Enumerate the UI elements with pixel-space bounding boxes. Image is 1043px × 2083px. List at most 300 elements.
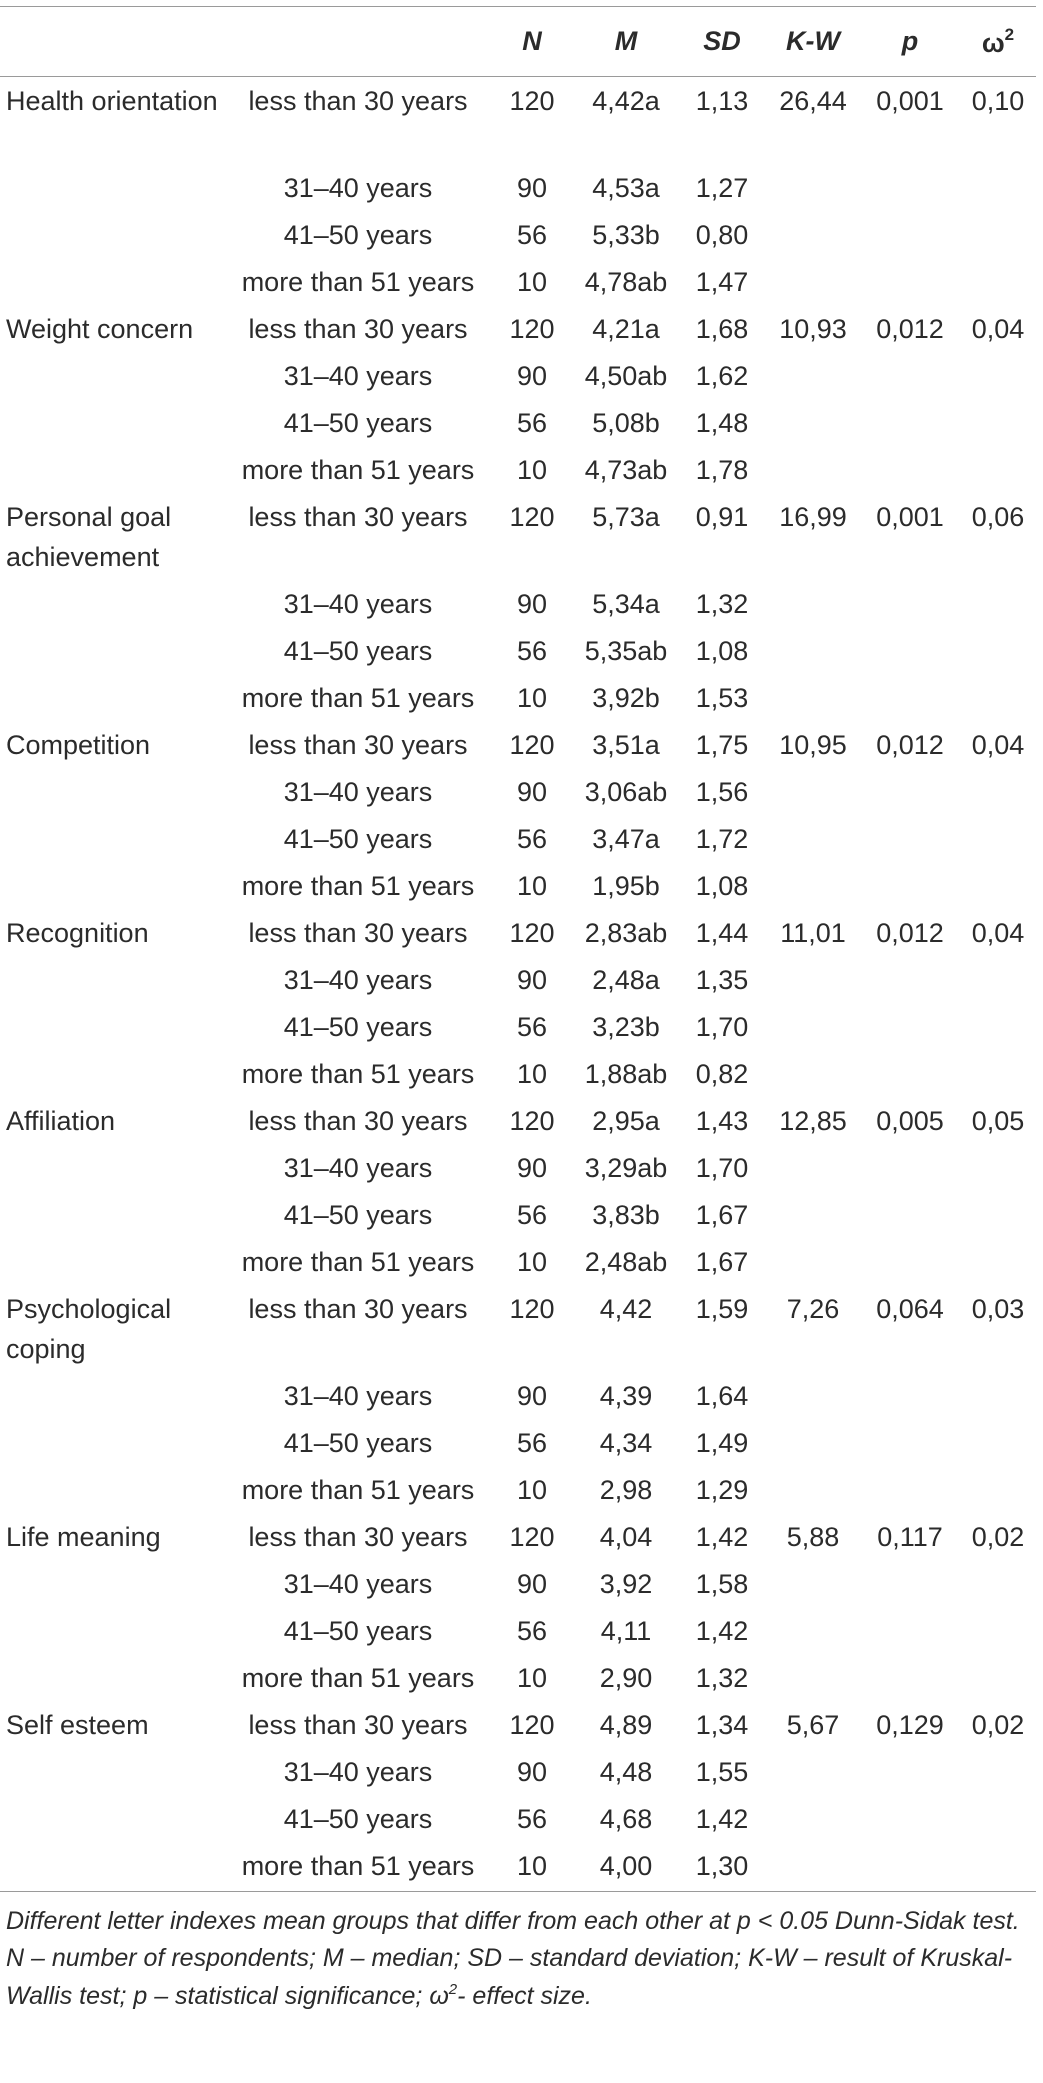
header-omega-symbol: ω <box>981 27 1005 58</box>
kw-cell <box>766 352 860 399</box>
median-cell: 3,92b <box>592 682 660 713</box>
header-sd: SD <box>678 7 766 77</box>
table-row <box>0 1560 1036 1607</box>
header-kw: K-W <box>766 7 860 77</box>
age-group-cell: more than 51 years <box>241 682 475 713</box>
table-row <box>0 1748 1036 1795</box>
header-variable <box>0 7 226 77</box>
median-cell: 4,00 <box>574 1842 678 1892</box>
sd-cell: 1,42 <box>695 1521 749 1552</box>
p-cell <box>860 1003 960 1050</box>
variable-cell <box>0 352 226 399</box>
variable-cell <box>0 1654 226 1701</box>
variable-cell: Weight concern <box>6 313 194 344</box>
p-cell <box>860 1560 960 1607</box>
age-group-cell: less than 30 years <box>248 86 468 116</box>
omega-cell <box>960 211 1036 258</box>
table-notes <box>0 1892 1036 2012</box>
age-group-cell: less than 30 years <box>248 729 468 760</box>
variable-cell <box>0 956 226 1003</box>
omega-cell: 0,05 <box>971 1105 1025 1136</box>
n-cell: 56 <box>516 1011 548 1042</box>
median-cell: 4,21a <box>592 313 660 344</box>
p-cell <box>860 446 960 493</box>
n-cell: 90 <box>516 360 548 391</box>
kw-cell <box>766 1050 860 1097</box>
table-row <box>0 352 1036 399</box>
table-row <box>0 1607 1036 1654</box>
variable-cell: Life meaning <box>6 1521 161 1552</box>
sd-cell: 1,29 <box>695 1474 749 1505</box>
sd-cell: 1,67 <box>695 1246 749 1277</box>
omega-cell <box>960 258 1036 305</box>
variable-cell: Psychological coping <box>6 1293 172 1364</box>
sd-cell: 1,08 <box>695 870 749 901</box>
table-row <box>0 815 1036 862</box>
p-cell <box>860 1842 960 1892</box>
sd-cell: 1,70 <box>695 1011 749 1042</box>
age-group-cell: 41–50 years <box>283 1011 433 1042</box>
header-omega <box>960 7 1036 77</box>
table-row <box>0 446 1036 493</box>
median-cell: 2,95a <box>592 1105 660 1136</box>
table-row <box>0 1050 1036 1097</box>
kw-cell <box>766 1607 860 1654</box>
age-group-cell: 31–40 years <box>283 172 433 203</box>
variable-cell <box>0 1466 226 1513</box>
header-m: M <box>574 7 678 77</box>
note-abbrev-text: N – number of respondents; M – median; SD – standard deviation; K-W – result of Kruskal-Wallis test; p – statistical significance; ω <box>6 1944 1013 2010</box>
kw-cell <box>766 1466 860 1513</box>
p-cell <box>860 164 960 211</box>
median-cell: 3,23b <box>592 1011 660 1042</box>
age-group-cell: 31–40 years <box>283 964 433 995</box>
omega-cell <box>960 862 1036 909</box>
variable-cell: Health orientation <box>6 86 218 116</box>
age-group-cell: 31–40 years <box>283 360 433 391</box>
table-row <box>0 1003 1036 1050</box>
variable-cell <box>0 1372 226 1419</box>
table-row <box>0 909 1036 956</box>
variable-cell <box>0 211 226 258</box>
sd-cell: 1,70 <box>695 1152 749 1183</box>
median-cell: 1,88ab <box>584 1058 668 1089</box>
omega-cell <box>960 1560 1036 1607</box>
median-cell: 3,29ab <box>584 1152 668 1183</box>
table-row <box>0 77 1036 164</box>
n-cell: 120 <box>509 86 555 116</box>
age-group-cell: 41–50 years <box>283 1427 433 1458</box>
n-cell: 56 <box>516 823 548 854</box>
table-row <box>0 258 1036 305</box>
kw-cell <box>766 1144 860 1191</box>
p-cell <box>860 1795 960 1842</box>
kw-cell <box>766 1419 860 1466</box>
n-cell: 10 <box>516 682 548 713</box>
omega-cell: 0,02 <box>971 1709 1025 1740</box>
variable-cell <box>0 627 226 674</box>
n-cell: 120 <box>509 729 555 760</box>
sd-cell: 1,35 <box>695 964 749 995</box>
median-cell: 5,73a <box>592 501 660 532</box>
note-abbrev-tail: - effect size. <box>457 1982 592 2010</box>
n-cell: 56 <box>516 1199 548 1230</box>
omega-cell: 0,04 <box>971 917 1025 948</box>
n-cell: 56 <box>516 219 548 250</box>
age-group-cell: less than 30 years <box>248 1709 468 1740</box>
median-cell: 5,08b <box>592 407 660 438</box>
median-cell: 3,47a <box>592 823 660 854</box>
sd-cell: 1,44 <box>695 917 749 948</box>
sd-cell: 1,75 <box>695 729 749 760</box>
kw-cell <box>766 1795 860 1842</box>
n-cell: 120 <box>509 917 555 948</box>
n-cell: 120 <box>509 1709 555 1740</box>
omega-cell: 0,10 <box>971 86 1025 116</box>
omega-cell <box>960 1607 1036 1654</box>
sd-cell: 1,34 <box>695 1709 749 1740</box>
n-cell: 90 <box>516 1568 548 1599</box>
table-header <box>0 7 1036 77</box>
omega-cell: 0,04 <box>971 313 1025 344</box>
header-p: p <box>860 7 960 77</box>
variable-cell <box>0 1238 226 1285</box>
variable-cell <box>0 164 226 211</box>
table-row <box>0 580 1036 627</box>
n-cell: 120 <box>509 501 555 532</box>
median-cell: 4,39 <box>599 1380 653 1411</box>
variable-cell <box>0 862 226 909</box>
omega-cell <box>960 1003 1036 1050</box>
n-cell: 90 <box>516 776 548 807</box>
table-row <box>0 305 1036 352</box>
variable-cell <box>0 1842 226 1892</box>
sd-cell: 1,68 <box>695 313 749 344</box>
omega-cell <box>960 1419 1036 1466</box>
n-cell: 90 <box>516 1756 548 1787</box>
table-row <box>0 956 1036 1003</box>
variable-cell: Recognition <box>6 917 149 948</box>
omega-cell: 0,06 <box>971 501 1025 532</box>
table-row <box>0 1701 1036 1748</box>
p-cell <box>860 1238 960 1285</box>
variable-cell: Personal goal achievement <box>6 501 172 572</box>
kw-cell <box>766 446 860 493</box>
sd-cell: 1,64 <box>695 1380 749 1411</box>
sd-cell: 1,58 <box>695 1568 749 1599</box>
table-container <box>0 6 1036 2018</box>
sd-cell: 0,82 <box>695 1058 749 1089</box>
p-cell <box>860 1466 960 1513</box>
kw-cell <box>766 258 860 305</box>
n-cell: 56 <box>516 407 548 438</box>
table-row <box>0 1513 1036 1560</box>
p-cell <box>860 1372 960 1419</box>
p-cell: 0,001 <box>876 86 944 116</box>
p-cell <box>860 399 960 446</box>
variable-cell <box>0 1748 226 1795</box>
p-cell <box>860 627 960 674</box>
sd-cell: 1,08 <box>695 635 749 666</box>
kw-cell: 16,99 <box>779 501 847 532</box>
n-cell: 10 <box>490 1842 574 1892</box>
variable-cell <box>0 258 226 305</box>
header-age-group <box>226 7 490 77</box>
omega-cell <box>960 768 1036 815</box>
kw-cell <box>766 164 860 211</box>
median-cell: 2,98 <box>599 1474 653 1505</box>
n-cell: 10 <box>516 1474 548 1505</box>
n-cell: 120 <box>509 313 555 344</box>
table-row <box>0 1285 1036 1372</box>
table-row <box>0 1842 1036 1892</box>
age-group-cell: 41–50 years <box>283 635 433 666</box>
kw-cell <box>766 399 860 446</box>
age-group-cell: more than 51 years <box>241 1662 475 1693</box>
n-cell: 120 <box>509 1293 555 1324</box>
kw-cell: 11,01 <box>780 917 846 948</box>
table-row <box>0 1097 1036 1144</box>
p-cell <box>860 1419 960 1466</box>
age-group-cell: more than 51 years <box>241 870 475 901</box>
variable-cell <box>0 1795 226 1842</box>
sd-cell: 1,30 <box>678 1842 766 1892</box>
age-group-cell: 41–50 years <box>283 407 433 438</box>
table-row <box>0 1654 1036 1701</box>
n-cell: 90 <box>516 588 548 619</box>
age-group-cell: less than 30 years <box>248 917 468 948</box>
results-table <box>0 6 1036 1892</box>
n-cell: 120 <box>509 1105 555 1136</box>
p-cell <box>860 1050 960 1097</box>
kw-cell <box>766 1748 860 1795</box>
variable-cell <box>0 1419 226 1466</box>
sd-cell: 1,59 <box>695 1293 749 1324</box>
sd-cell: 1,62 <box>695 360 749 391</box>
median-cell: 4,42 <box>599 1293 653 1324</box>
kw-cell: 7,26 <box>786 1293 840 1324</box>
sd-cell: 1,48 <box>695 407 749 438</box>
kw-cell: 5,67 <box>786 1709 840 1740</box>
variable-cell: Self esteem <box>6 1709 149 1740</box>
p-cell <box>860 211 960 258</box>
kw-cell <box>766 1372 860 1419</box>
variable-cell <box>0 1191 226 1238</box>
sd-cell: 1,49 <box>695 1427 749 1458</box>
age-group-cell: more than 51 years <box>241 266 475 297</box>
p-cell <box>860 1607 960 1654</box>
n-cell: 10 <box>516 1058 548 1089</box>
median-cell: 2,48ab <box>584 1246 668 1277</box>
omega-cell <box>960 580 1036 627</box>
table-row <box>0 862 1036 909</box>
p-cell <box>860 862 960 909</box>
p-cell <box>860 1654 960 1701</box>
age-group-cell: more than 51 years <box>241 454 475 485</box>
omega-cell <box>960 627 1036 674</box>
sd-cell: 1,53 <box>695 682 749 713</box>
p-cell <box>860 1748 960 1795</box>
header-n: N <box>490 7 574 77</box>
p-cell <box>860 1144 960 1191</box>
sd-cell: 1,47 <box>695 266 749 297</box>
median-cell: 4,78ab <box>584 266 668 297</box>
sd-cell: 1,67 <box>695 1199 749 1230</box>
omega-cell <box>960 1795 1036 1842</box>
p-cell <box>860 815 960 862</box>
median-cell: 4,89 <box>599 1709 653 1740</box>
sd-cell: 1,56 <box>695 776 749 807</box>
n-cell: 90 <box>516 964 548 995</box>
table-row <box>0 164 1036 211</box>
kw-cell <box>766 674 860 721</box>
variable-cell <box>0 674 226 721</box>
n-cell: 90 <box>516 1380 548 1411</box>
median-cell: 4,34 <box>599 1427 653 1458</box>
sd-cell: 1,42 <box>695 1803 749 1834</box>
age-group-cell: less than 30 years <box>248 1293 468 1324</box>
age-group-cell: less than 30 years <box>248 501 468 532</box>
variable-cell <box>0 815 226 862</box>
median-cell: 5,34a <box>592 588 660 619</box>
p-cell <box>860 258 960 305</box>
age-group-cell: more than 51 years <box>226 1842 490 1892</box>
age-group-cell: less than 30 years <box>248 1105 468 1136</box>
omega-cell: 0,03 <box>971 1293 1025 1324</box>
omega-cell: 0,04 <box>971 729 1025 760</box>
omega-cell: 0,02 <box>971 1521 1025 1552</box>
p-cell: 0,064 <box>876 1293 944 1324</box>
median-cell: 5,35ab <box>584 635 668 666</box>
table-row <box>0 1795 1036 1842</box>
median-cell: 2,90 <box>599 1662 653 1693</box>
kw-cell: 10,95 <box>779 729 847 760</box>
variable-cell <box>0 1560 226 1607</box>
omega-cell <box>960 446 1036 493</box>
sd-cell: 0,80 <box>695 219 749 250</box>
table-row <box>0 211 1036 258</box>
n-cell: 10 <box>516 1662 548 1693</box>
n-cell: 90 <box>516 172 548 203</box>
variable-cell: Affiliation <box>6 1105 116 1136</box>
p-cell: 0,117 <box>877 1521 943 1552</box>
variable-cell <box>0 446 226 493</box>
p-cell <box>860 352 960 399</box>
kw-cell <box>766 862 860 909</box>
age-group-cell: less than 30 years <box>248 1521 468 1552</box>
variable-cell <box>0 580 226 627</box>
omega-cell <box>960 1466 1036 1513</box>
omega-cell <box>960 1238 1036 1285</box>
omega-cell <box>960 674 1036 721</box>
age-group-cell: 31–40 years <box>283 1568 433 1599</box>
n-cell: 56 <box>516 635 548 666</box>
age-group-cell: 41–50 years <box>283 1803 433 1834</box>
table-row <box>0 1372 1036 1419</box>
age-group-cell: less than 30 years <box>248 313 468 344</box>
age-group-cell: 41–50 years <box>283 1199 433 1230</box>
omega-cell <box>960 1191 1036 1238</box>
median-cell: 4,48 <box>599 1756 653 1787</box>
median-cell: 4,04 <box>599 1521 653 1552</box>
omega-cell <box>960 352 1036 399</box>
median-cell: 4,42a <box>592 86 660 116</box>
median-cell: 3,06ab <box>584 776 668 807</box>
kw-cell <box>766 1654 860 1701</box>
kw-cell <box>766 1560 860 1607</box>
p-cell <box>860 956 960 1003</box>
n-cell: 10 <box>516 1246 548 1277</box>
median-cell: 4,68 <box>599 1803 653 1834</box>
kw-cell <box>766 1003 860 1050</box>
sd-cell: 1,42 <box>695 1615 749 1646</box>
kw-cell <box>766 956 860 1003</box>
variable-cell <box>0 1144 226 1191</box>
omega-cell <box>960 399 1036 446</box>
n-cell: 56 <box>516 1803 548 1834</box>
age-group-cell: 31–40 years <box>283 1756 433 1787</box>
table-row <box>0 1419 1036 1466</box>
omega-cell <box>960 956 1036 1003</box>
sd-cell: 1,13 <box>695 86 749 116</box>
median-cell: 4,73ab <box>584 454 668 485</box>
median-cell: 1,95b <box>592 870 660 901</box>
median-cell: 4,53a <box>592 172 660 203</box>
age-group-cell: more than 51 years <box>241 1474 475 1505</box>
age-group-cell: 41–50 years <box>283 823 433 854</box>
omega-cell <box>960 1050 1036 1097</box>
sd-cell: 1,27 <box>695 172 749 203</box>
kw-cell: 5,88 <box>786 1521 840 1552</box>
p-cell: 0,012 <box>876 729 944 760</box>
median-cell: 4,50ab <box>584 360 668 391</box>
kw-cell <box>766 627 860 674</box>
p-cell: 0,012 <box>876 313 944 344</box>
table-row <box>0 1466 1036 1513</box>
median-cell: 3,92 <box>599 1568 653 1599</box>
p-cell <box>860 580 960 627</box>
sd-cell: 1,78 <box>695 454 749 485</box>
n-cell: 10 <box>516 870 548 901</box>
table-row <box>0 1191 1036 1238</box>
sd-cell: 1,32 <box>695 588 749 619</box>
kw-cell <box>766 1842 860 1892</box>
n-cell: 56 <box>516 1427 548 1458</box>
sd-cell: 1,72 <box>695 823 749 854</box>
kw-cell <box>766 1191 860 1238</box>
p-cell <box>860 768 960 815</box>
table-row <box>0 399 1036 446</box>
header-omega-sup: 2 <box>1004 24 1015 44</box>
age-group-cell: 31–40 years <box>283 588 433 619</box>
variable-cell <box>0 768 226 815</box>
sd-cell: 1,55 <box>695 1756 749 1787</box>
omega-cell <box>960 1748 1036 1795</box>
p-cell: 0,005 <box>876 1105 944 1136</box>
table-body <box>0 77 1036 1892</box>
median-cell: 2,48a <box>592 964 660 995</box>
variable-cell <box>0 1607 226 1654</box>
median-cell: 2,83ab <box>584 917 668 948</box>
p-cell: 0,129 <box>876 1709 944 1740</box>
kw-cell: 26,44 <box>779 86 847 116</box>
n-cell: 10 <box>516 266 548 297</box>
p-cell: 0,001 <box>876 501 944 532</box>
omega-cell <box>960 815 1036 862</box>
omega-cell <box>960 1654 1036 1701</box>
n-cell: 10 <box>516 454 548 485</box>
omega-cell <box>960 1144 1036 1191</box>
